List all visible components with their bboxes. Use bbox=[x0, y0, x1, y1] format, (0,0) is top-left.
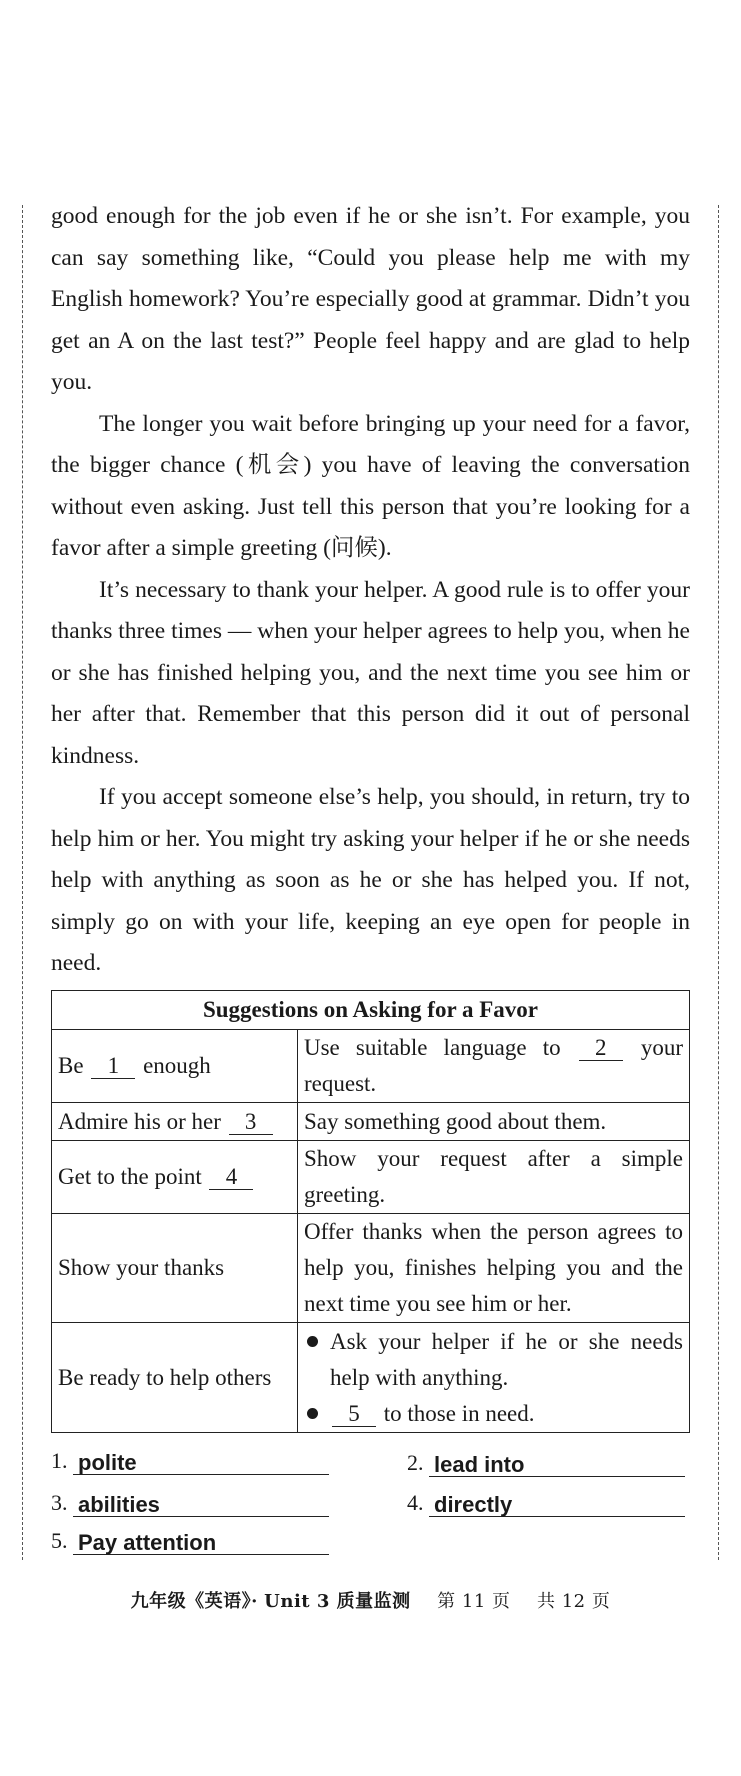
paragraph-3: It’s necessary to thank your helper. A good rule is to offer your thanks three times — when your helper agrees to help you, when he or she has finished helping you, and the next time you see him or her after that. Remember that this person did it out of personal kindness. bbox=[51, 576, 690, 769]
table-cell bbox=[52, 1103, 298, 1141]
table-cell bbox=[298, 1323, 690, 1433]
answer-text: lead into bbox=[434, 1452, 525, 1477]
blank-2: 2 bbox=[579, 1036, 623, 1061]
answer-section bbox=[51, 1440, 691, 1560]
table-row bbox=[52, 1214, 690, 1323]
cell-text: Admire his or her bbox=[58, 1108, 221, 1134]
cell-text: Get to the point bbox=[58, 1164, 202, 1189]
table-title: Suggestions on Asking for a Favor bbox=[52, 991, 690, 1030]
footer-page-number: 第 11 页 bbox=[437, 1591, 511, 1612]
table-cell: Show your request after a simple greeting. bbox=[298, 1141, 690, 1214]
blank-3: 3 bbox=[229, 1110, 273, 1135]
footer-grade: 九年级《英语》· bbox=[130, 1591, 258, 1612]
binding-line-left bbox=[22, 205, 23, 1560]
answer-field-5[interactable] bbox=[73, 1520, 329, 1555]
table-row bbox=[52, 1323, 690, 1433]
paragraph-1: good enough for the job even if he or she isn’t. For example, you can say something like, “Could you please help me with my English homework? You’re especially good at grammar. Didn’t you get an A on the last test?” People feel happy and are glad to help you. bbox=[51, 203, 690, 395]
answer-text: polite bbox=[78, 1450, 137, 1475]
cell-text: to those in need. bbox=[383, 1400, 535, 1426]
table-row bbox=[52, 1103, 690, 1141]
footer-unit: Unit 3 质量监测 bbox=[264, 1591, 411, 1612]
paragraph-2: The longer you wait before bringing up your need for a favor, the bigger chance (机会) you have of leaving the conversation without even asking. Just tell this person that you’re looking for a favor after a simple greeting (问候). bbox=[51, 410, 690, 561]
cell-text: Ask your helper if he or she needs help with anything. bbox=[330, 1328, 683, 1390]
answer-number: 1. bbox=[51, 1448, 68, 1473]
cell-text: Use suitable language to bbox=[304, 1035, 561, 1060]
table-cell bbox=[52, 1030, 298, 1103]
answer-field-1[interactable] bbox=[73, 1440, 329, 1475]
table-row bbox=[52, 1030, 690, 1103]
answer-text: directly bbox=[434, 1492, 513, 1517]
list-item bbox=[304, 1324, 683, 1396]
binding-line-right bbox=[718, 205, 719, 1560]
cell-text: enough bbox=[143, 1053, 211, 1078]
table-header-row bbox=[52, 991, 690, 1030]
answer-number: 5. bbox=[51, 1528, 68, 1553]
cell-text: Be bbox=[58, 1053, 84, 1078]
answer-text: abilities bbox=[78, 1492, 160, 1517]
paragraph-4: If you accept someone else’s help, you should, in return, try to help him or her. You might try asking your helper if he or she needs help with anything as soon as he or she has helped you. If not, simply go on with your life, keeping an eye open for people in need. bbox=[51, 784, 690, 976]
table-row bbox=[52, 1141, 690, 1214]
answer-number: 4. bbox=[407, 1490, 424, 1515]
answer-field-4[interactable] bbox=[429, 1482, 685, 1517]
answer-field-3[interactable] bbox=[73, 1482, 329, 1517]
reading-passage bbox=[51, 196, 690, 985]
page-footer bbox=[0, 1587, 741, 1613]
bullet-icon bbox=[307, 1408, 318, 1419]
table-cell bbox=[298, 1030, 690, 1103]
answer-text: Pay attention bbox=[78, 1530, 217, 1555]
blank-4: 4 bbox=[209, 1165, 253, 1190]
answer-number: 2. bbox=[407, 1450, 424, 1475]
table-cell: Say something good about them. bbox=[298, 1103, 690, 1141]
table-cell bbox=[52, 1141, 298, 1214]
footer-total-pages: 共 12 页 bbox=[536, 1591, 611, 1612]
blank-5: 5 bbox=[332, 1402, 376, 1427]
list-item bbox=[304, 1396, 683, 1432]
table-cell: Be ready to help others bbox=[52, 1323, 298, 1433]
answer-field-2[interactable] bbox=[429, 1442, 685, 1477]
bullet-list bbox=[304, 1324, 683, 1432]
bullet-icon bbox=[307, 1336, 318, 1347]
table-cell: Offer thanks when the person agrees to help you, finishes helping you and the next time you see him or her. bbox=[298, 1214, 690, 1323]
cell-text: your request. bbox=[304, 1035, 684, 1096]
answer-number: 3. bbox=[51, 1490, 68, 1515]
table-cell: Show your thanks bbox=[52, 1214, 298, 1323]
summary-table bbox=[51, 990, 690, 1433]
blank-1: 1 bbox=[91, 1054, 135, 1079]
